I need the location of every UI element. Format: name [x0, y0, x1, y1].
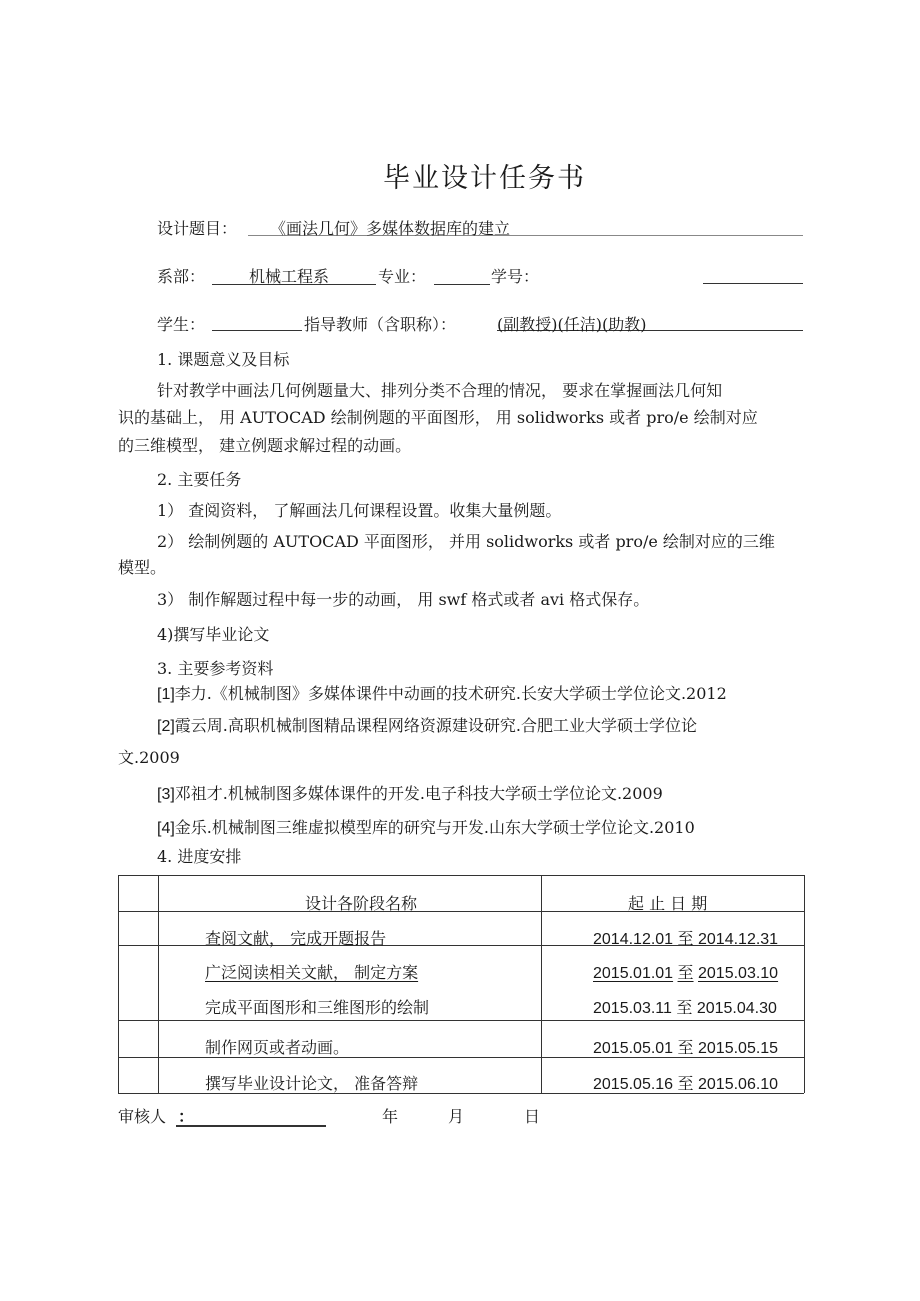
table-border-left [118, 875, 119, 1093]
reference-item-3 [157, 781, 663, 804]
table-column-divider-date [541, 875, 542, 1093]
student-underline [212, 330, 302, 331]
table-row-stage: 完成平面图形和三维图形的绘制 [205, 998, 430, 1017]
reference-item-2 [157, 713, 697, 736]
table-header-stage: 设计各阶段名称 [305, 894, 418, 913]
reference-text: 李力.《机械制图》多媒体课件中动画的技术研究.长安大学硕士学位论文.2012 [174, 684, 727, 703]
task-item-2-line-1: 2） 绘制例题的 AUTOCAD 平面图形， 并用 solidworks 或者 pro/e 绘制对应的三维 [157, 532, 775, 551]
table-row-date [593, 995, 777, 1018]
major-label: 专业： [378, 267, 427, 286]
section-1-paragraph-line-1: 针对教学中画法几何例题量大、排列分类不合理的情况， 要求在掌握画法几何知 [157, 381, 723, 400]
table-row-stage: 制作网页或者动画。 [205, 1038, 350, 1057]
reference-text: 霞云周.高职机械制图精品课程网络资源建设研究.合肥工业大学硕士学位论 [174, 716, 697, 735]
schedule-table [118, 875, 804, 1093]
table-row-divider [118, 1020, 804, 1021]
date-separator: 至 [677, 929, 694, 948]
student-label: 学生： [157, 315, 206, 334]
date-separator: 至 [676, 998, 693, 1017]
reviewer-label: 审核人 [118, 1107, 167, 1126]
table-row-stage: 查阅文献， 完成开题报告 [205, 929, 387, 948]
reference-text: 金乐.机械制图三维虚拟模型库的研究与开发.山东大学硕士学位论文.2010 [174, 818, 695, 837]
reference-item-2-continuation: 文.2009 [118, 748, 180, 767]
table-border-right [804, 875, 805, 1093]
section-4-heading: 4. 进度安排 [157, 847, 242, 866]
date-end: 2015.05.15 [698, 1040, 779, 1057]
student-id-underline [703, 283, 803, 284]
reference-item-4 [157, 815, 695, 838]
reviewer-underline [176, 1125, 326, 1127]
date-end: 2015.03.10 [698, 965, 779, 982]
table-border-top [118, 875, 804, 876]
table-row-date [593, 960, 778, 983]
reference-text: 邓祖才.机械制图多媒体课件的开发.电子科技大学硕士学位论文.2009 [174, 784, 663, 803]
table-row-date [593, 1035, 778, 1058]
task-item-4: 4)撰写毕业论文 [157, 625, 270, 644]
table-row-stage: 广泛阅读相关文献， 制定方案 [205, 963, 419, 982]
reference-number: [3] [157, 786, 175, 803]
date-separator: 至 [677, 963, 694, 982]
reference-item-1 [157, 681, 727, 704]
date-end: 2015.06.10 [698, 1076, 779, 1093]
date-separator: 至 [677, 1074, 694, 1093]
date-end: 2015.04.30 [696, 1000, 777, 1017]
table-row-stage: 撰写毕业设计论文， 准备答辩 [205, 1074, 419, 1093]
advisor-label: 指导教师（含职称）： [304, 315, 457, 334]
dept-value: 机械工程系 [249, 267, 330, 286]
table-row-date [593, 926, 778, 949]
table-header-date: 起 止 日 期 [628, 894, 708, 913]
table-row-date [593, 1071, 778, 1094]
date-start: 2015.05.01 [593, 1040, 674, 1057]
section-1-paragraph-line-3: 的三维模型， 建立例题求解过程的动画。 [118, 436, 412, 455]
task-item-2-line-2: 模型。 [118, 558, 167, 577]
table-column-divider-index [158, 875, 159, 1093]
advisor-value: (副教授)(任洁)(助教) [497, 315, 647, 334]
date-separator: 至 [677, 1038, 694, 1057]
dept-label: 系部： [157, 267, 206, 286]
reference-number: [2] [157, 718, 175, 735]
reviewer-colon: ： [178, 1109, 195, 1126]
date-start: 2015.05.16 [593, 1076, 674, 1093]
section-2-heading: 2. 主要任务 [157, 470, 242, 489]
date-start: 2015.03.11 [593, 1000, 672, 1017]
task-item-1: 1） 查阅资料， 了解画法几何课程设置。收集大量例题。 [157, 501, 562, 520]
date-year: 年 [382, 1107, 399, 1126]
date-month: 月 [448, 1107, 465, 1126]
reference-number: [1] [157, 686, 175, 703]
date-start: 2014.12.01 [593, 931, 674, 948]
section-1-paragraph-line-2: 识的基础上， 用 AUTOCAD 绘制例题的平面图形， 用 solidworks 或者 pro/e 绘制对应 [118, 408, 758, 427]
date-start: 2015.01.01 [593, 965, 674, 982]
topic-label: 设计题目： [157, 219, 238, 238]
reference-number: [4] [157, 820, 175, 837]
student-id-label: 学号： [491, 267, 540, 286]
page-title: 毕业设计任务书 [383, 163, 586, 194]
section-1-heading: 1. 课题意义及目标 [157, 350, 290, 369]
major-underline [434, 284, 490, 285]
topic-value: 《画法几何》多媒体数据库的建立 [270, 219, 511, 238]
task-item-3: 3） 制作解题过程中每一步的动画， 用 swf 格式或者 avi 格式保存。 [157, 590, 650, 609]
date-end: 2014.12.31 [698, 931, 779, 948]
section-3-heading: 3. 主要参考资料 [157, 659, 274, 678]
date-day: 日 [524, 1107, 541, 1126]
